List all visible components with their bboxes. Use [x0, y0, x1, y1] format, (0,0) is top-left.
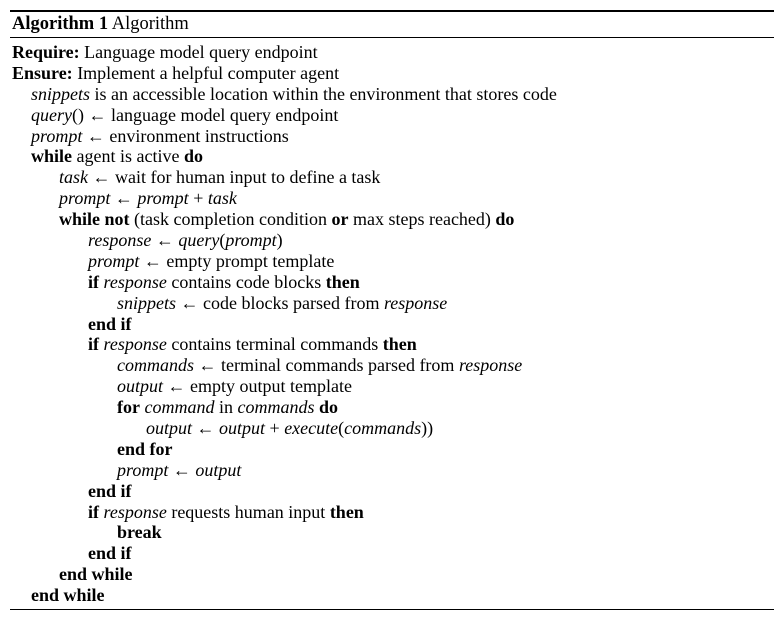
line-text: ← — [168, 459, 196, 480]
bottom-rule — [10, 609, 774, 610]
line-text: )) — [421, 418, 434, 439]
math-var: prompt — [225, 230, 277, 251]
keyword: for — [117, 397, 140, 418]
keyword: end while — [31, 585, 105, 606]
algorithm-line — [10, 84, 774, 105]
math-var: prompt — [117, 459, 169, 480]
line-text: ) — [276, 230, 283, 251]
keyword: do — [183, 146, 203, 167]
algorithm-line — [10, 251, 774, 272]
algorithm-line — [10, 42, 774, 63]
algorithm-line — [10, 230, 774, 251]
algorithm-line — [10, 439, 774, 460]
line-text: ← — [151, 230, 179, 251]
line-text: ← empty prompt template — [139, 250, 335, 271]
keyword: end while — [59, 564, 133, 585]
keyword: if — [88, 501, 99, 522]
math-var: command — [144, 397, 215, 418]
algorithm-line — [10, 355, 774, 376]
line-text: Implement a helpful computer agent — [72, 62, 340, 83]
math-var: output — [117, 376, 164, 397]
math-var: response — [103, 501, 167, 522]
algorithm-line — [10, 105, 774, 126]
line-text: ← wait for human input to define a task — [88, 167, 381, 188]
algorithm-line — [10, 167, 774, 188]
algorithm-line — [10, 314, 774, 335]
line-text: agent is active — [72, 146, 184, 167]
math-var: response — [88, 230, 152, 251]
math-var: prompt — [59, 188, 111, 209]
math-var: output — [195, 459, 242, 480]
math-var: task — [59, 167, 88, 188]
algorithm-title: Algorithm — [111, 14, 189, 34]
algorithm-block — [10, 10, 774, 610]
line-text: (task completion condition — [129, 209, 332, 230]
line-text: ← environment instructions — [82, 125, 289, 146]
keyword: while — [31, 146, 73, 167]
math-var: commands — [237, 397, 315, 418]
line-text: ← — [192, 418, 220, 439]
math-var: query — [178, 230, 220, 251]
math-var: prompt — [31, 125, 83, 146]
math-var: response — [383, 292, 448, 313]
line-text: max steps reached) — [348, 209, 496, 230]
keyword: end if — [88, 543, 132, 564]
line-text: ← code blocks parsed from — [176, 292, 384, 313]
algorithm-line — [10, 188, 774, 209]
line-text: is an accessible location within the environment that stores code — [90, 83, 557, 104]
algorithm-line — [10, 334, 774, 355]
algorithm-line — [10, 564, 774, 585]
algorithm-line — [10, 543, 774, 564]
line-text: () ← language model query endpoint — [71, 104, 339, 125]
keyword: or — [331, 209, 349, 230]
algorithm-body — [10, 38, 774, 606]
algorithm-line — [10, 146, 774, 167]
line-text: contains code blocks — [166, 271, 326, 292]
line-text: ← terminal commands parsed from — [194, 355, 459, 376]
line-text: + — [188, 188, 208, 209]
keyword: then — [329, 501, 364, 522]
algorithm-line — [10, 502, 774, 523]
math-var: output — [219, 418, 266, 439]
algorithm-line — [10, 418, 774, 439]
math-var: prompt — [88, 250, 140, 271]
math-var: commands — [117, 355, 194, 376]
algorithm-line — [10, 481, 774, 502]
algorithm-line — [10, 209, 774, 230]
line-text: ← — [110, 188, 138, 209]
algorithm-line — [10, 293, 774, 314]
line-text: Language model query endpoint — [79, 42, 318, 62]
algorithm-caption — [10, 12, 774, 37]
keyword: Ensure: — [12, 62, 73, 83]
algorithm-line — [10, 585, 774, 606]
line-text: requests human input — [166, 501, 330, 522]
keyword: then — [325, 271, 360, 292]
line-text: ← empty output template — [163, 376, 352, 397]
keyword: end if — [88, 480, 132, 501]
math-var: task — [207, 188, 237, 209]
math-var: commands — [344, 418, 422, 439]
keyword: break — [117, 522, 162, 543]
algorithm-line — [10, 397, 774, 418]
keyword: do — [495, 209, 515, 230]
keyword: if — [88, 271, 99, 292]
keyword: if — [88, 334, 99, 355]
keyword: then — [382, 334, 417, 355]
algorithm-line — [10, 126, 774, 147]
line-text: ( — [219, 230, 226, 251]
math-var: response — [103, 271, 167, 292]
algorithm-line — [10, 63, 774, 84]
algorithm-label: Algorithm 1 — [12, 14, 109, 34]
algorithm-line — [10, 272, 774, 293]
keyword: Require: — [12, 42, 80, 62]
keyword: do — [319, 397, 339, 418]
line-text: contains terminal commands — [166, 334, 383, 355]
math-var: output — [146, 418, 193, 439]
algorithm-line — [10, 522, 774, 543]
math-var: execute — [284, 418, 339, 439]
algorithm-line — [10, 460, 774, 481]
line-text: in — [214, 397, 238, 418]
math-var: snippets — [31, 83, 91, 104]
math-var: snippets — [117, 292, 177, 313]
algorithm-line — [10, 376, 774, 397]
line-text: ( — [338, 418, 345, 439]
keyword: while not — [59, 209, 130, 230]
keyword: end for — [117, 438, 173, 459]
keyword: end if — [88, 313, 132, 334]
math-var: prompt — [137, 188, 189, 209]
line-text: + — [265, 418, 285, 439]
math-var: response — [458, 355, 523, 376]
math-var: response — [103, 334, 167, 355]
math-var: query — [31, 104, 72, 125]
